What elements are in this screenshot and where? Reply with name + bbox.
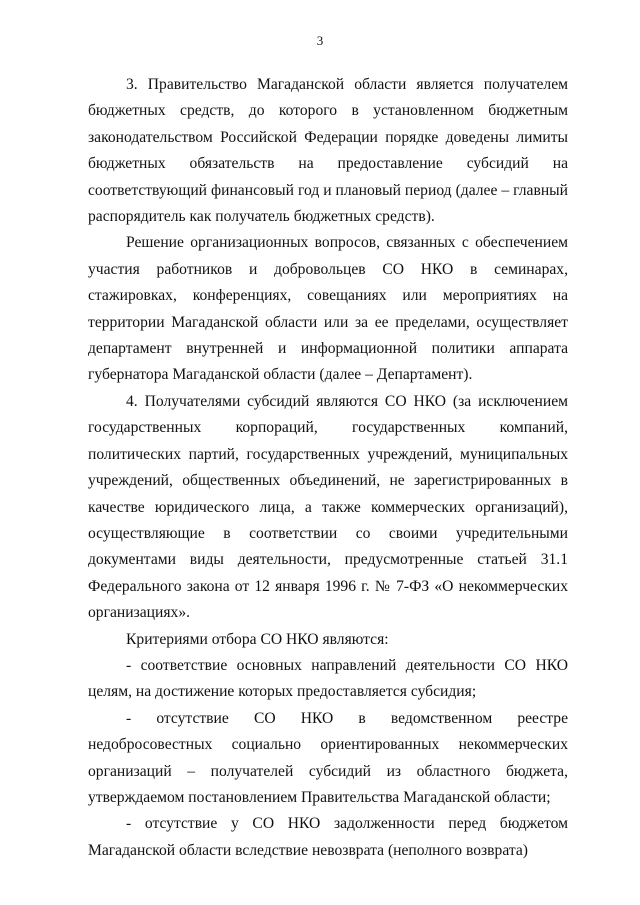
criterion-list-item: - соответствие основных направлений деятельности СО НКО целям, на достижение которых предоставляется субсидия; bbox=[88, 656, 568, 701]
paragraph-selection-criteria-heading: Критериями отбора СО НКО являются: bbox=[126, 630, 389, 648]
paragraph-item-3: 3. Правительство Магаданской области является получателем бюджетных средств, до которого в установленном бюджетным законодательством Российской Федерации порядке доведены лимиты бюджетных обязательств на предоставление субсидий на соответствующий финансовый год и плановый период (далее – главный распорядитель как получатель бюджетных средств). bbox=[88, 76, 568, 226]
criterion-list-item: - отсутствие СО НКО в ведомственном реестре недобросовестных социально ориентированных некоммерческих организаций – получателей субсидий из областного бюджета, утверждаемом постановлением Правительства Магаданской области; bbox=[88, 709, 568, 806]
document-body bbox=[88, 72, 568, 864]
paragraph-item-4-recipients: 4. Получателями субсидий являются СО НКО (за исключением государственных корпораций, государственных компаний, политических партий, государственных учреждений, муниципальных учреждений, общественных объединений, не зарегистрированных в качестве юридического лица, а также коммерческих организаций), осуществляющие в соответствии со своими учредительными документами виды деятельности, предусмотренные статьей 31.1 Федерального закона от 12 января 1996 г. № 7-ФЗ «О некоммерческих организациях». bbox=[88, 392, 568, 622]
paragraph-organizational-issues: Решение организационных вопросов, связанных с обеспечением участия работников и добровольцев СО НКО в семинарах, стажировках, конференциях, совещаниях или мероприятиях на территории Магаданской области или за ее пределами, осуществляет департамент внутренней и информационной политики аппарата губернатора Магаданской области (далее – Департамент). bbox=[88, 234, 568, 384]
criterion-list-item: - отсутствие у СО НКО задолженности перед бюджетом Магаданской области вследствие невозврата (неполного возврата) bbox=[88, 815, 568, 859]
page-number: 3 bbox=[316, 33, 324, 48]
